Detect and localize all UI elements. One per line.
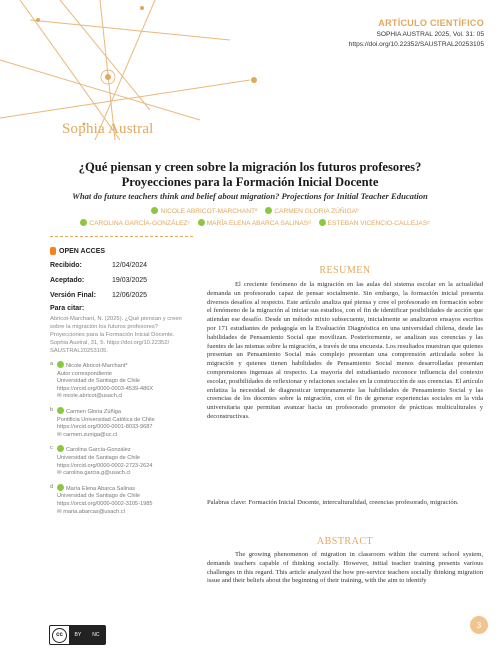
affiliation-item: b Carmen Gloria Zúñiga Pontificia Universidad Católica de Chile https://orcid.org/0000-0001-8033-9687 ✉ carmen.zuniga@uc.cl: [50, 407, 193, 439]
article-title: ¿Qué piensan y creen sobre la migración los futuros profesores? Proyecciones para la Formación Inicial Docente: [78, 160, 422, 189]
affiliation-item: d María Elena Abarca Salinas Universidad de Santiago de Chile https://orcid.org/0000-0002-3105-1985 ✉ maria.abarcas@usach.cl: [50, 484, 193, 516]
mail-icon: ✉: [57, 508, 62, 515]
orcid-icon: [319, 219, 326, 226]
date-accepted: Aceptado: 19/03/2025: [50, 277, 148, 284]
affiliation-item: c Carolina García-González Universidad de Santiago de Chile https://orcid.org/0000-0002-2723-2624 ✉ carolina.garcia.g@usach.cl: [50, 445, 193, 477]
orcid-icon: [151, 207, 158, 214]
orcid-icon: [57, 361, 64, 368]
abstract-heading: ABSTRACT: [316, 536, 374, 547]
orcid-link[interactable]: https://orcid.org/0000-0002-2723-2624: [57, 462, 153, 469]
orcid-link[interactable]: https://orcid.org/0000-0001-8033-9687: [57, 424, 153, 431]
orcid-icon: [80, 219, 87, 226]
orcid-icon: [198, 219, 205, 226]
cc-icon: cc: [52, 628, 67, 643]
license-terms: BY NC: [69, 626, 105, 644]
journal-name: Sophia Austral: [62, 121, 154, 137]
email-link[interactable]: ✉ nicole.abricot@usach.cl: [57, 393, 123, 400]
article-sidebar: [50, 236, 193, 516]
author[interactable]: CARMEN GLORIA ZÚÑIGAᵇ: [265, 208, 358, 215]
orcid-icon: [57, 484, 64, 491]
resumen-heading: RESUMEN: [319, 265, 371, 276]
mail-icon: ✉: [57, 470, 62, 477]
email-link[interactable]: ✉ carolina.garcia.g@usach.cl: [57, 470, 131, 477]
date-received: Recibido: 12/04/2024: [50, 262, 148, 269]
mail-icon: ✉: [57, 393, 62, 400]
keywords: Palabras clave: Formación Inicial Docente, interculturalidad, creencias profesorado, migración.: [207, 499, 459, 506]
affiliation-letter: d: [50, 483, 54, 490]
resumen-body: El creciente fenómeno de la migración en las aulas del sistema escolar en la actualidad demanda un profesorado capaz de pensar socialmente. Sin embargo, la formación inicial presenta diversos desafíos al respecto. Este artículo analiza qué piensa y cree el profesorado en formación sobre el fenómeno de la migración al iniciar sus estudios, con el fin de identificar posibilidades de acción que atiendan ese desafío. Desde un método mixto subsecuente, inicialmente se analizaron ensayos escritos por 171 estudiantes de pedagogía en la Evaluación Diagnóstica en una universidad chilena, desde las habilidades de Pensamiento Social que movilizan. Posteriormente, se analizan sus creencias y las fuentes de las mismas sobre la migración, a través de una encuesta. Los resultados muestran que quienes presentan un Pensamiento Social más complejo presentan una comprensión articulada sobre la migración y quienes tienen habilidades de Pensamiento Social menos desarrolladas presentan comprensiones ingenuas al respecto. La mayoría del estudiantado reconoce influencia del contexto escolar, posibilidades de reflexionar y relaciones sociales en la construcción de sus creencias. El artículo enfatiza la necesidad de diagnosticar tempranamente las habilidades de Pensamiento Social y las creencias de los docentes sobre la migración, con el fin de generar experiencias sociales en la vida universitaria que permitan avanzar hacia un profesorado promotor de prácticas multiculturales y deconstructivas.: [207, 281, 483, 420]
author[interactable]: NICOLE ABRICOT-MARCHANTª: [151, 208, 257, 215]
author[interactable]: ESTEBAN VICENCIO-CALLEJASᵉ: [319, 220, 430, 227]
cc-license-badge[interactable]: [49, 625, 106, 645]
orcid-link[interactable]: https://orcid.org/0000-0003-4539-486X: [57, 385, 154, 392]
open-access-badge: OPEN ACCES: [50, 247, 193, 255]
author-list: [55, 206, 455, 230]
dates-block: [50, 262, 193, 299]
affiliation-letter: b: [50, 406, 54, 413]
cite-heading: Para citar:: [50, 305, 85, 312]
open-lock-icon: [50, 247, 56, 255]
page-number: 3: [470, 616, 488, 634]
orcid-icon: [57, 407, 64, 414]
volume-line: SOPHIA AUSTRAL 2025, Vol. 31: 05: [376, 31, 484, 38]
email-link[interactable]: ✉ maria.abarcas@usach.cl: [57, 508, 125, 515]
affiliation-item: a Nicole Abricot-Marchant* Autor correspondiente Universidad de Santiago de Chile https://orcid.org/0000-0003-4539-486X ✉ nicole.abricot@usach.cl: [50, 361, 193, 401]
orcid-icon: [265, 207, 272, 214]
article-type: ARTÍCULO CIENTÍFICO: [378, 18, 484, 28]
doi-link[interactable]: https://doi.org/10.22352/SAUSTRAL20253105: [348, 41, 484, 48]
mail-icon: ✉: [57, 431, 62, 438]
abstract-body: The growing phenomenon of migration in classroom within the current school system, demands teachers capable of thinking socially. However, initial teacher training presents various challenges in this regard. This article analyzed the how pre-service teachers socially thinking migration issue and their beliefs about the beginning of their training, with the aim to identify: [207, 551, 483, 585]
author[interactable]: CAROLINA GARCÍA-GONZÁLEZᶜ: [80, 220, 190, 227]
affiliation-letter: a: [50, 361, 54, 367]
orcid-link[interactable]: https://orcid.org/0000-0002-3105-1985: [57, 500, 153, 507]
orcid-icon: [57, 445, 64, 452]
affiliation-letter: c: [50, 445, 53, 452]
email-link[interactable]: ✉ carmen.zuniga@uc.cl: [57, 431, 118, 438]
citation-text: Abricot-Marchant, N. (2025). ¿Qué piensan y creen sobre la migración los futuros profesores? Proyecciones para la Formación Inicial Docente. Sophia Austral, 31, 5. https://doi.org/10.22352/ SAUSTRAL20253105.: [50, 316, 182, 354]
article-meta: [349, 18, 484, 48]
date-final: Versión Final: 12/06/2025: [50, 292, 148, 299]
article-subtitle: What do future teachers think and belief about migration? Projections for Initial Teacher Education: [72, 191, 428, 201]
author[interactable]: MARÍA ELENA ABARCA SALINASᵈ: [198, 220, 311, 227]
